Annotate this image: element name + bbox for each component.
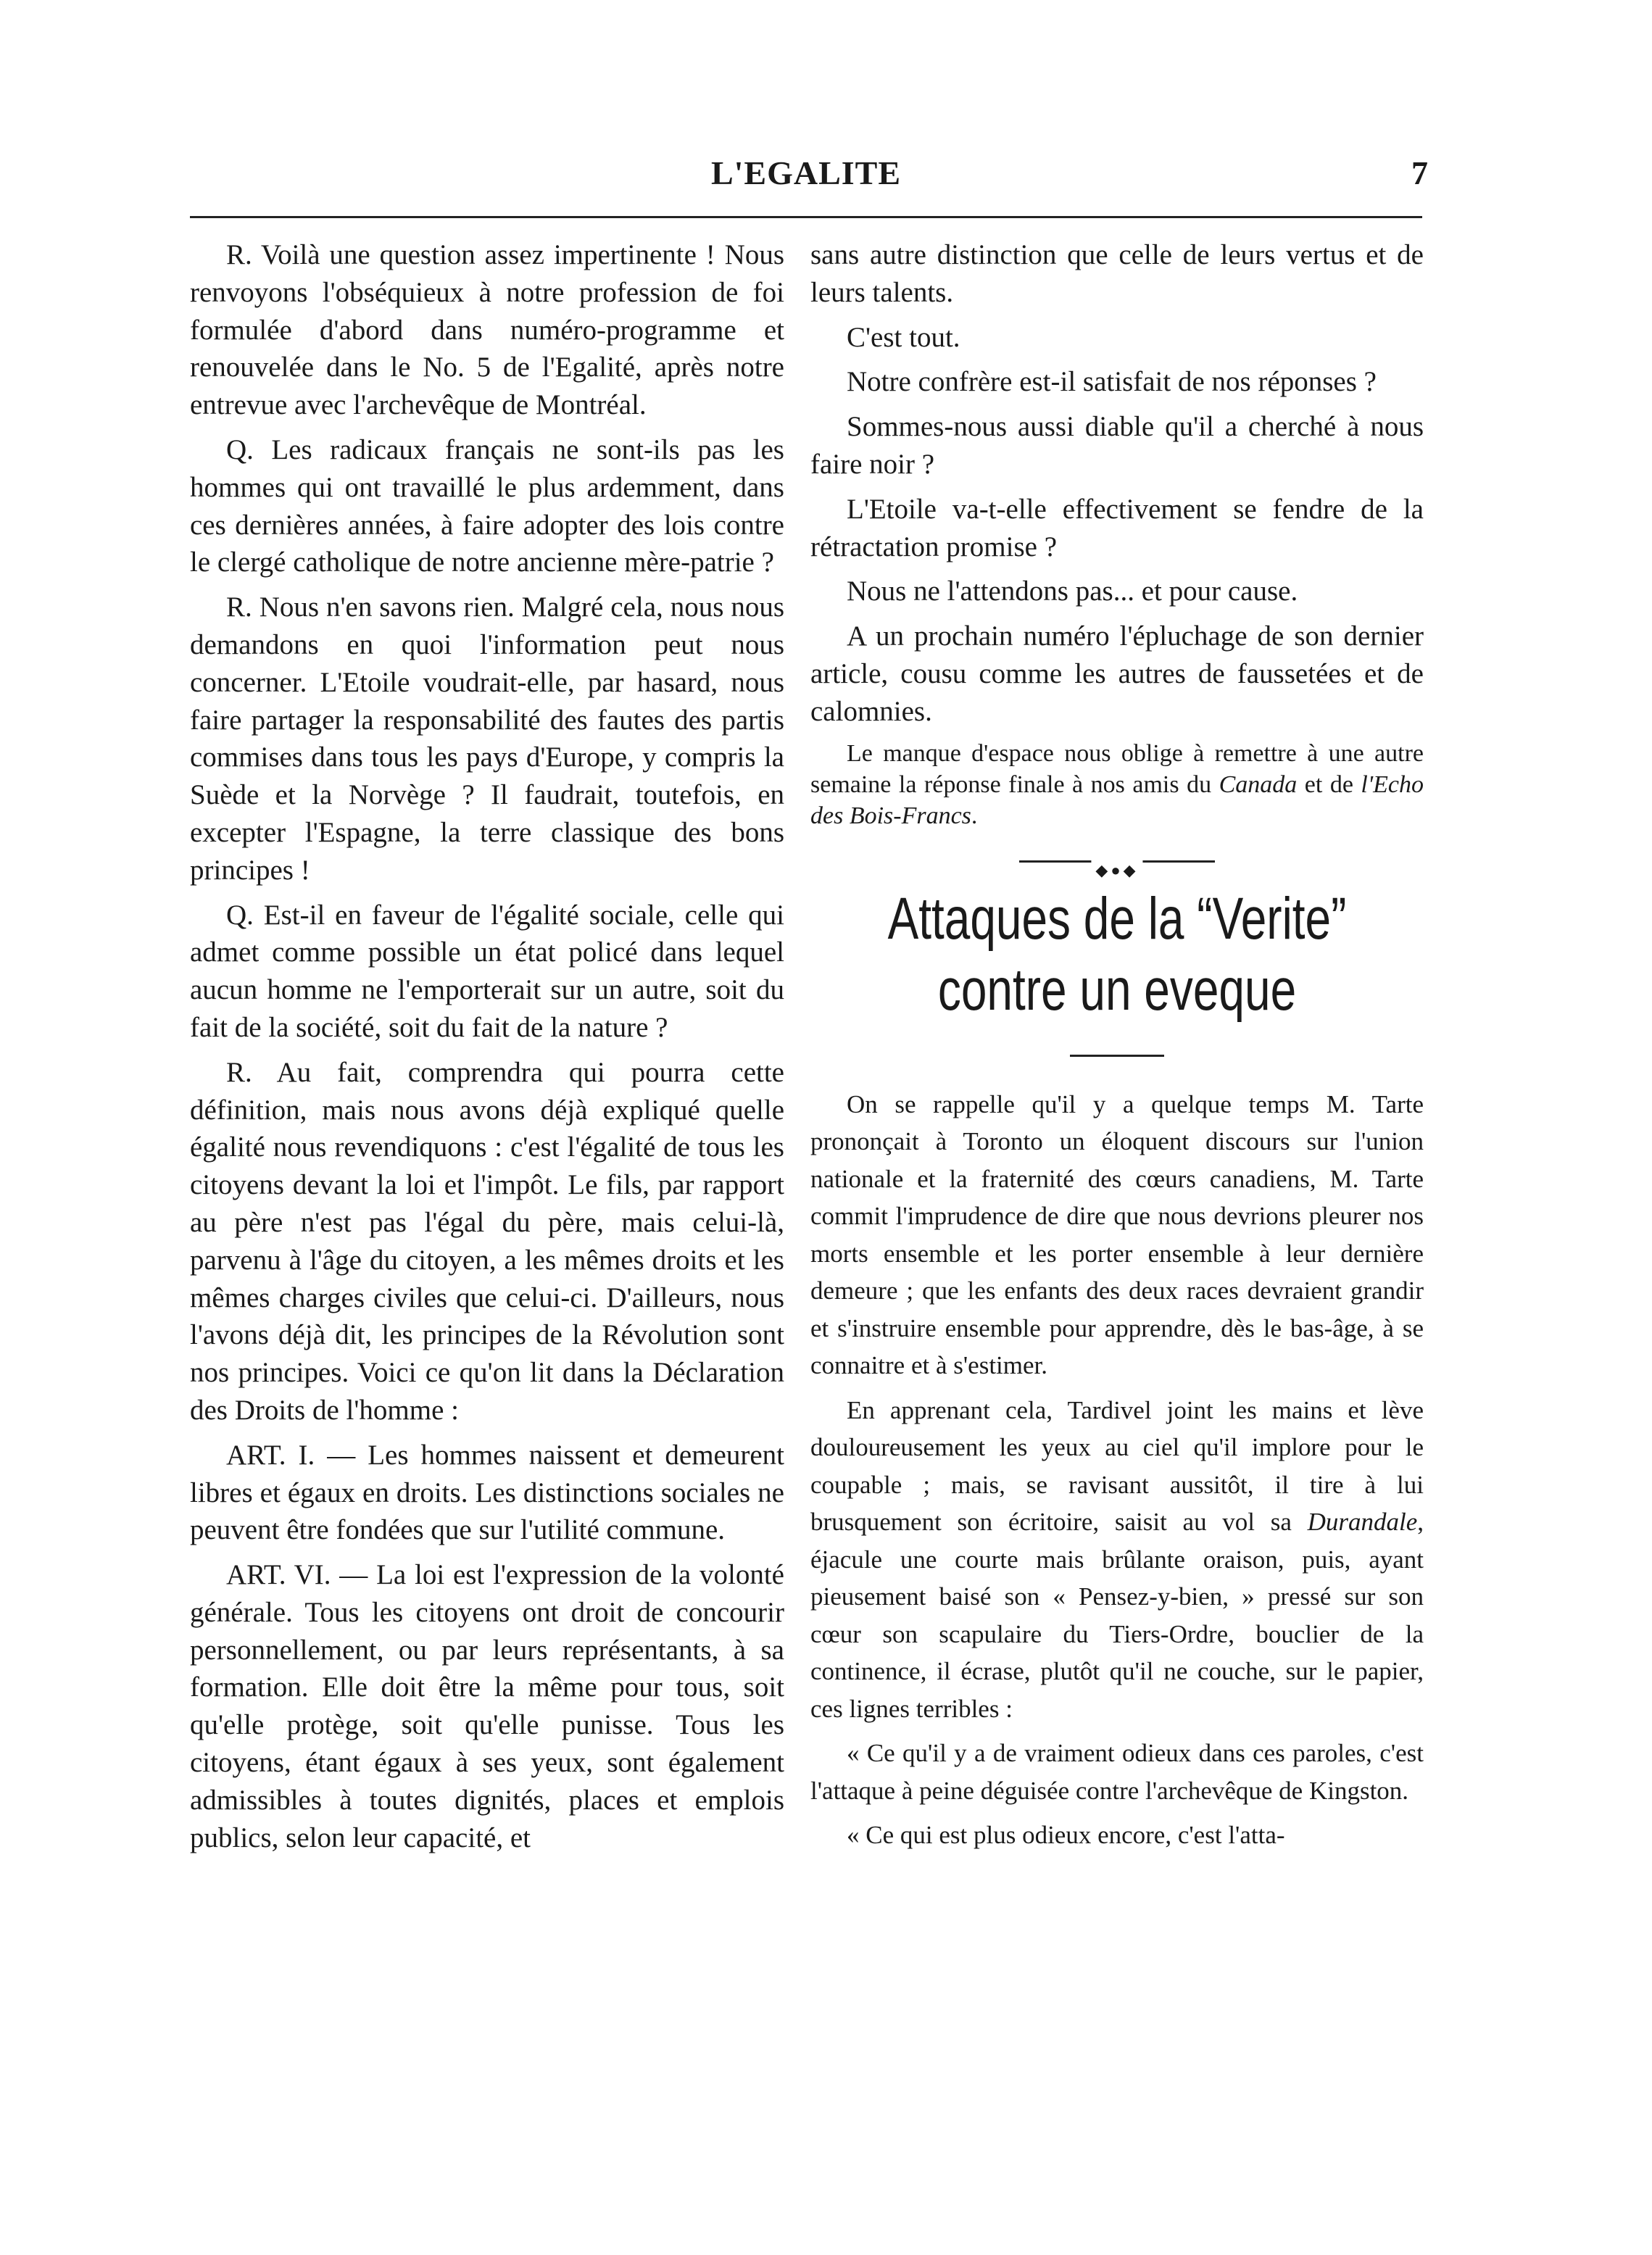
- right-column: [810, 236, 1424, 1861]
- headline-rule: [1070, 1055, 1164, 1057]
- paragraph: On se rappelle qu'il y a quelque temps M. Tarte prononçait à Toronto un éloquent discours sur l'union nationale et la fraternité des cœurs canadiens, M. Tarte commit l'imprudence de dire que nous devrions pleurer nos morts ensemble et les porter ensemble à leur dernière demeure ; que les enfants des deux races devraient grandir et s'instruire ensemble pour apprendre, dès le bas-âge, à se connaitre et à s'estimer.: [810, 1089, 1424, 1380]
- headline-line-2: contre un eveque: [937, 956, 1297, 1023]
- headline-line-1: Attaques de la “Verite”: [887, 885, 1347, 952]
- page-number: 7: [1411, 154, 1428, 191]
- paragraph: sans autre distinction que celle de leurs vertus et de leurs talents.: [810, 239, 1424, 308]
- article-headline: [815, 884, 1418, 1026]
- article-quote: ART. I. — Les hommes naissent et demeurent libres et égaux en droits. Les distinctions sociales ne peuvent être fondées que sur l'utilité commune.: [190, 1439, 784, 1546]
- paragraph: A un prochain numéro l'épluchage de son dernier article, cousu comme les autres de faussetées et de calomnies.: [810, 620, 1424, 727]
- header-rule: [190, 216, 1422, 218]
- paragraph: C'est tout.: [847, 321, 960, 353]
- paragraph: Sommes-nous aussi diable qu'il a cherché à nous faire noir ?: [810, 411, 1424, 480]
- page-header: [190, 154, 1428, 197]
- left-column: [190, 236, 784, 1864]
- quoted-paragraph: « Ce qui est plus odieux encore, c'est l'atta-: [847, 1821, 1285, 1850]
- section-ornament: [810, 855, 1424, 879]
- paragraph: Notre confrère est-il satisfait de nos réponses ?: [847, 366, 1377, 398]
- paragraph: En apprenant cela, Tardivel joint les mains et lève douloureusement les yeux au ciel qu'il implore pour le coupable ; mais, se ravisant aussitôt, il tire à lui brusquement son écritoire, saisit au vol sa Durandale, éjacule une courte mais brûlante oraison, puis, ayant pieusement baisé son « Pensez-y-bien, » pressé sur son cœur son scapulaire du Tiers-Ordre, bouclier de la continence, il écrase, plutôt qu'il ne couche, sur le papier, ces lignes terribles :: [810, 1395, 1424, 1723]
- paragraph: R. Au fait, comprendra qui pourra cette définition, mais nous avons déjà expliqué quelle égalité nous revendiquons : c'est l'égalité de tous les citoyens devant la loi et l'impôt. Le fils, par rapport au père n'est pas l'égal du père, mais celui-là, parvenu à l'âge du citoyen, a les mêmes droits et les mêmes charges civiles que celui-ci. D'ailleurs, nous l'avons déjà dit, les principes de la Révolution sont nos principes. Voici ce qu'on lit dans la Déclaration des Droits de l'homme :: [190, 1056, 784, 1426]
- article-quote: ART. VI. — La loi est l'expression de la volonté générale. Tous les citoyens ont droit de concourir personnellement, ou par leurs représentants, à sa formation. Elle doit être la même pour tous, soit qu'elle protège, soit qu'elle punisse. Tous les citoyens, étant égaux à ses yeux, sont également admissibles à toutes dignités, places et emplois publics, selon leur capacité, et: [190, 1559, 784, 1853]
- paragraph: Nous ne l'attendons pas... et pour cause.: [847, 576, 1298, 607]
- paragraph: R. Nous n'en savons rien. Malgré cela, nous nous demandons en quoi l'information peut nous concerner. L'Etoile voudrait-elle, par hasard, nous faire partager la responsabilité des fautes des partis commises dans tous les pays d'Europe, y compris la Suède et la Norvège ? Il faudrait, toutefois, en excepter l'Espagne, la terre classique des bons principes !: [190, 591, 784, 886]
- editorial-notice: Le manque d'espace nous oblige à remettre à une autre semaine la réponse finale à nos amis du Canada et de l'Echo des Bois-Francs.: [810, 739, 1424, 829]
- masthead-title: L'EGALITE: [710, 154, 902, 191]
- quoted-paragraph: « Ce qu'il y a de vraiment odieux dans ces paroles, c'est l'attaque à peine déguisée contre l'archevêque de Kingston.: [810, 1739, 1424, 1805]
- ornament-glyphs: ◆●◆: [1091, 852, 1142, 889]
- paragraph: L'Etoile va-t-elle effectivement se fendre de la rétractation promise ?: [810, 493, 1424, 562]
- paragraph: Q. Est-il en faveur de l'égalité sociale, celle qui admet comme possible un état policé dans lequel aucun homme ne l'emporterait sur un autre, soit du fait de la société, soit du fait de la nature ?: [190, 899, 784, 1043]
- paragraph: Q. Les radicaux français ne sont-ils pas les hommes qui ont travaillé le plus ardemment, dans ces dernières années, à faire adopter des lois contre le clergé catholique de notre ancienne mère-patrie ?: [190, 433, 784, 578]
- paragraph: R. Voilà une question assez impertinente ! Nous renvoyons l'obséquieux à notre profession de foi formulée d'abord dans numéro-programme et renouvelée dans le No. 5 de l'Egalité, après notre entrevue avec l'archevêque de Montréal.: [190, 239, 784, 421]
